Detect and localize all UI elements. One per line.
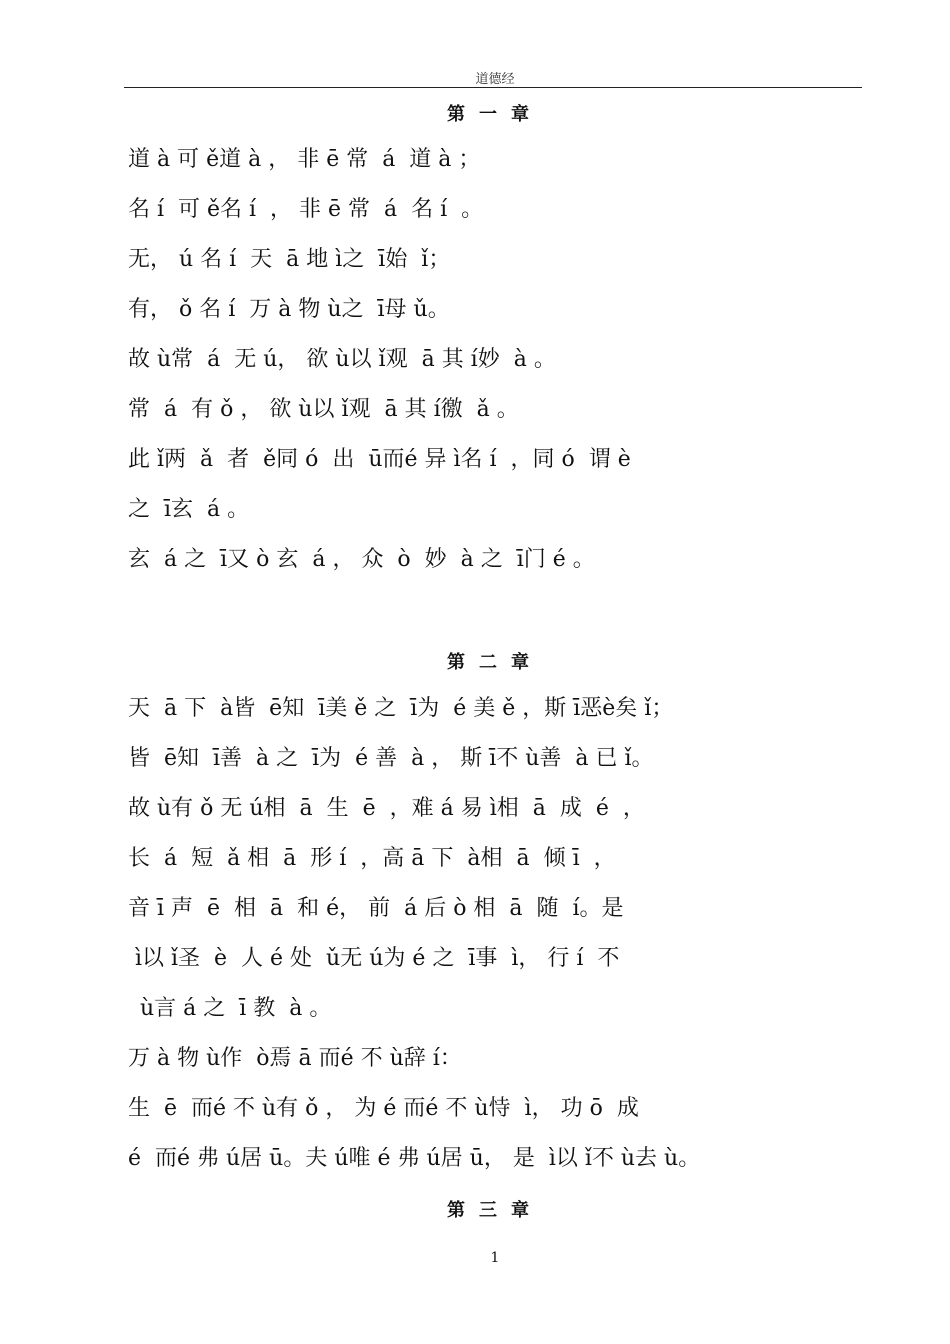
text-line: 皆 ē知 ī善 à 之 ī为 é 善 à ， 斯 ī不 ù善 à 已 ǐ。 bbox=[128, 746, 654, 771]
text-line: ù言 á 之 ī 教 à 。 bbox=[140, 996, 332, 1021]
text-line: 生 ē 而é 不 ù有 ǒ ， 为 é 而é 不 ù恃 ì， 功 ō 成 bbox=[128, 1096, 639, 1121]
chapter-title: 第二章 bbox=[447, 652, 543, 673]
text-line: 音 ī 声 ē 相 ā 和 é， 前 á 后 ò 相 ā 随 í。是 bbox=[128, 896, 624, 921]
text-line: 天 ā 下 à皆 ē知 ī美 ě 之 ī为 é 美 ě ，斯 ī恶è矣 ǐ； bbox=[128, 696, 674, 721]
text-line: 常 á 有 ǒ ， 欲 ù以 ǐ观 ā 其 í徼 ǎ 。 bbox=[128, 397, 519, 422]
chapter-title: 第一章 bbox=[447, 104, 543, 125]
text-line: 长 á 短 ǎ 相 ā 形 í ，高 ā 下 à相 ā 倾 ī ， bbox=[128, 846, 616, 871]
text-line: 道 à 可 ě道 à ， 非 ē 常 á 道 à ； bbox=[128, 147, 481, 172]
text-line: 无， ú 名 í 天 ā 地 ì之 ī始 ǐ； bbox=[128, 247, 451, 272]
text-line: 此 ǐ两 ǎ 者 ě同 ó 出 ū而é 异 ì名 í ，同 ó 谓 è bbox=[128, 447, 631, 472]
text-line: 玄 á 之 ī又 ò 玄 á ， 众 ò 妙 à 之 ī门 é 。 bbox=[128, 547, 595, 572]
text-line: 万 à 物 ù作 ò焉 ā 而é 不 ù辞 í： bbox=[128, 1046, 462, 1071]
chapter-title: 第三章 bbox=[447, 1200, 543, 1221]
page-number: 1 bbox=[490, 1250, 500, 1266]
text-line: é 而é 弗 ú居 ū。夫 ú唯 é 弗 ú居 ū， 是 ì以 ǐ不 ù去 ù。 bbox=[128, 1146, 701, 1171]
text-line: 故 ù常 á 无 ú， 欲 ù以 ǐ观 ā 其 í妙 à 。 bbox=[128, 347, 556, 372]
text-line: 之 ī玄 á 。 bbox=[128, 497, 250, 522]
text-line: ì以 ǐ圣 è 人 é 处 ǔ无 ú为 é 之 ī事 ì， 行 í 不 bbox=[128, 946, 620, 971]
text-line: 名 í 可 ě名 í ， 非 ē 常 á 名 í 。 bbox=[128, 197, 484, 222]
text-line: 故 ù有 ǒ 无 ú相 ā 生 ē ，难 á 易 ì相 ā 成 é ， bbox=[128, 796, 645, 821]
running-head: 道德经 bbox=[475, 72, 515, 87]
header-rule bbox=[124, 87, 862, 88]
text-line: 有， ǒ 名 í 万 à 物 ù之 ī母 ǔ。 bbox=[128, 297, 450, 322]
